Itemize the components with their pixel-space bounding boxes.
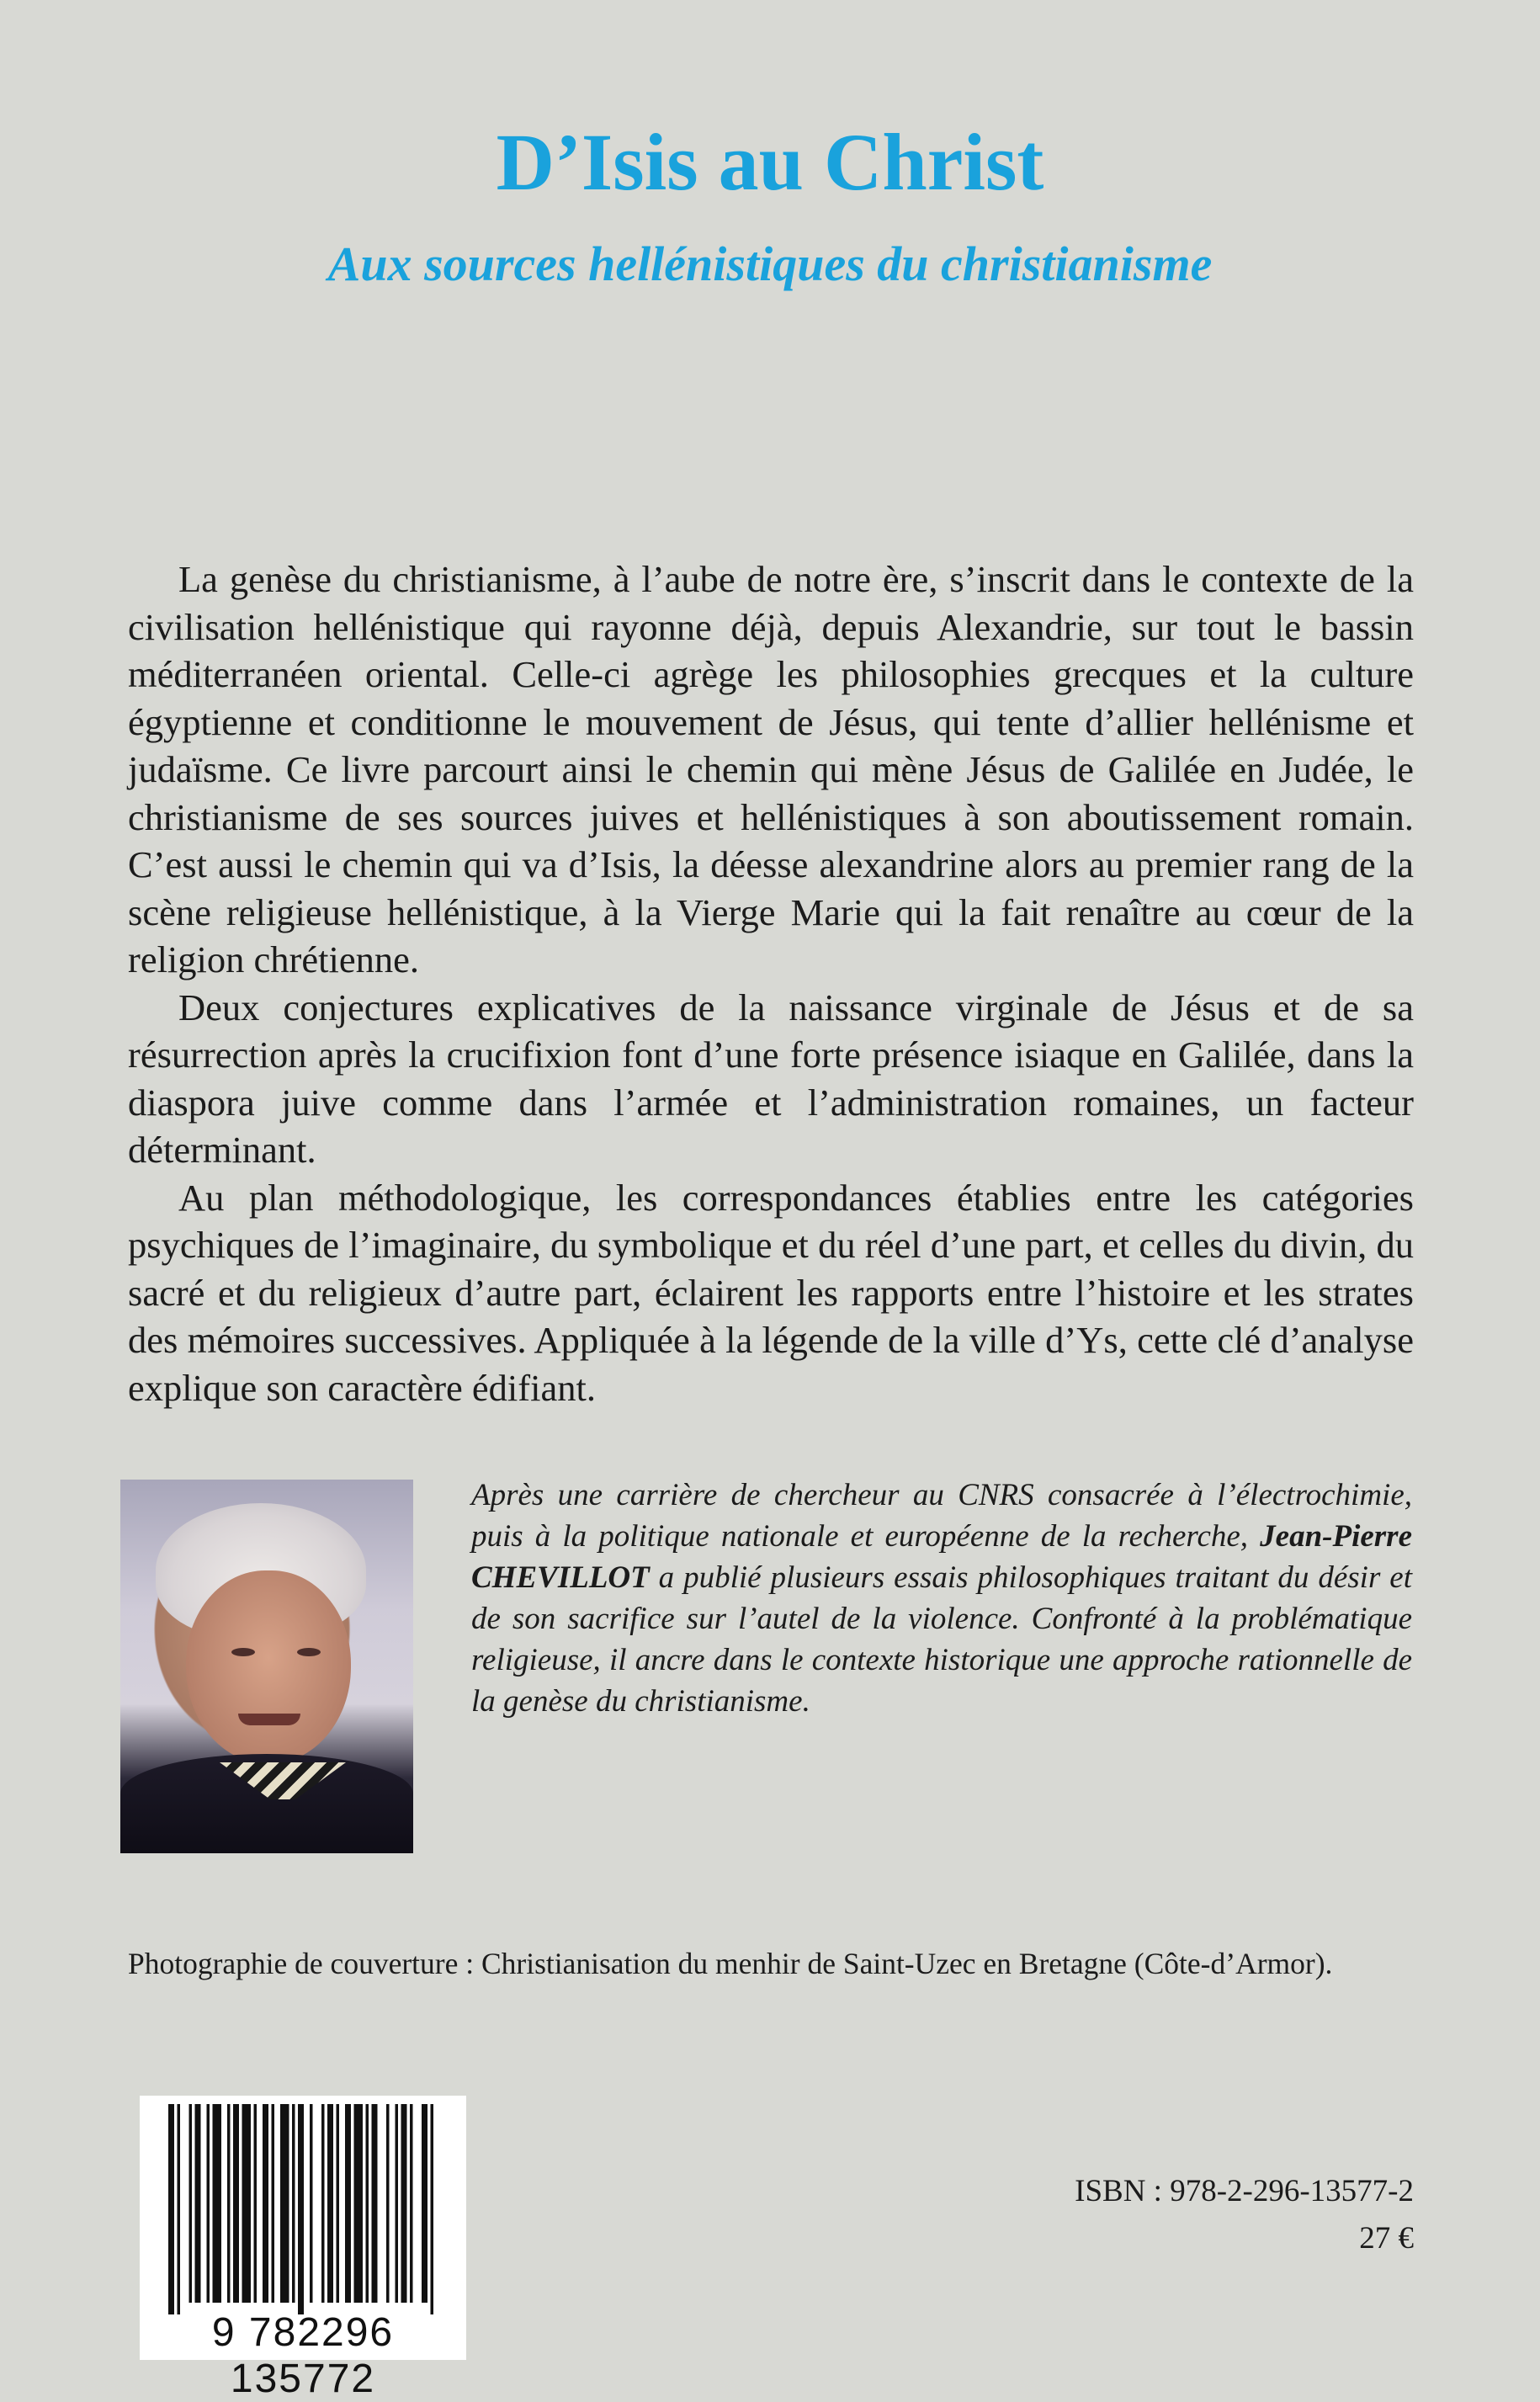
barcode-bar: [263, 2104, 268, 2303]
isbn: ISBN : 978-2-296-13577-2: [1075, 2174, 1414, 2208]
author-bio: [471, 1475, 1412, 1722]
cover-photo-credit: Photographie de couverture : Christianisation du menhir de Saint-Uzec en Bretagne (Côte-d’Armor).: [128, 1947, 1333, 1980]
summary-paragraph: Deux conjectures explicatives de la naissance virginale de Jésus et de sa résurrection après la crucifixion font d’une forte présence isiaque en Galilée, dans la diaspora juive comme dans l’armée et l’administration romaines, un facteur déterminant.: [128, 986, 1414, 1171]
barcode: [140, 2096, 466, 2401]
barcode-bar: [280, 2104, 289, 2303]
barcode-bar: [207, 2104, 210, 2303]
book-title: D’Isis au Christ: [496, 117, 1044, 207]
barcode-bar: [213, 2104, 222, 2303]
barcode-bar: [337, 2104, 340, 2303]
barcode-bar: [321, 2104, 325, 2303]
barcode-bar: [345, 2104, 351, 2303]
barcode-bar: [396, 2104, 399, 2303]
barcode-bar: [272, 2104, 275, 2303]
barcode-bar: [354, 2104, 364, 2303]
barcode-bar: [422, 2104, 427, 2303]
barcode-digits: 9 782296 135772: [211, 2310, 395, 2401]
barcode-bar: [254, 2104, 258, 2303]
barcode-bar: [401, 2104, 407, 2303]
author-bio-rest: a publié plusieurs essais philosophiques traitant du désir et de son sacrifice sur l’autel de la violence. Confronté à la problématique religieuse, il ancre dans le contexte historique une approche rationnelle de la genèse du christianisme.: [471, 1560, 1412, 1719]
barcode-bar: [178, 2104, 181, 2314]
barcode-bars: [140, 2096, 466, 2314]
summary-text: [128, 555, 1414, 1411]
barcode-bar: [242, 2104, 252, 2303]
barcode-bar: [310, 2104, 313, 2303]
barcode-bar: [298, 2104, 304, 2314]
author-photo-eye: [231, 1648, 255, 1656]
barcode-bar: [292, 2104, 295, 2303]
book-subtitle: Aux sources hellénistiques du christianisme: [327, 236, 1213, 291]
barcode-bar: [195, 2104, 201, 2303]
barcode-bar: [168, 2104, 174, 2314]
barcode-bar: [327, 2104, 333, 2303]
author-bio-intro: Après une carrière de chercheur au CNRS consacrée à l’électrochimie, puis à la politique nationale et européenne de la recherche,: [471, 1478, 1412, 1554]
barcode-bar: [431, 2104, 434, 2314]
barcode-bar: [410, 2104, 413, 2303]
barcode-bar: [372, 2104, 378, 2303]
author-name: Jean-Pierre CHEVILLOT: [471, 1519, 1412, 1595]
summary-paragraph: La genèse du christianisme, à l’aube de notre ère, s’inscrit dans le contexte de la civilisation hellénistique qui rayonne déjà, depuis Alexandrie, sur tout le bassin méditerranéen oriental. Celle-ci agrège les philosophies grecques et la culture égyptienne et conditionne le mouvement de Jésus, qui tente d’allier hellénisme et judaïsme. Ce livre parcourt ainsi le chemin qui mène Jésus de Galilée en Judée, le christianisme de ses sources juives et hellénistiques à son aboutissement romain. C’est aussi le chemin qui va d’Isis, la déesse alexandrine alors au premier rang de la scène religieuse hellénistique, à la Vierge Marie qui la fait renaître au cœur de la religion chrétienne.: [128, 558, 1414, 980]
barcode-bar: [366, 2104, 369, 2303]
author-photo-mouth: [238, 1714, 300, 1725]
barcode-bar: [386, 2104, 390, 2303]
author-photo-face: [186, 1570, 351, 1764]
author-photo: [120, 1480, 413, 1853]
summary-paragraph: Au plan méthodologique, les correspondances établies entre les catégories psychiques de l’imaginaire, du symbolique et du réel d’une part, et celles du divin, du sacré et du religieux d’autre part, éclairent les rapports entre l’histoire et les strates des mémoires successives. Appliquée à la légende de la ville d’Ys, cette clé d’analyse explique son caractère édifiant.: [128, 1176, 1414, 1409]
barcode-bar: [233, 2104, 239, 2303]
barcode-bar: [189, 2104, 193, 2303]
price: 27 €: [1359, 2221, 1414, 2256]
barcode-bar: [227, 2104, 231, 2303]
author-photo-eye: [297, 1648, 321, 1656]
